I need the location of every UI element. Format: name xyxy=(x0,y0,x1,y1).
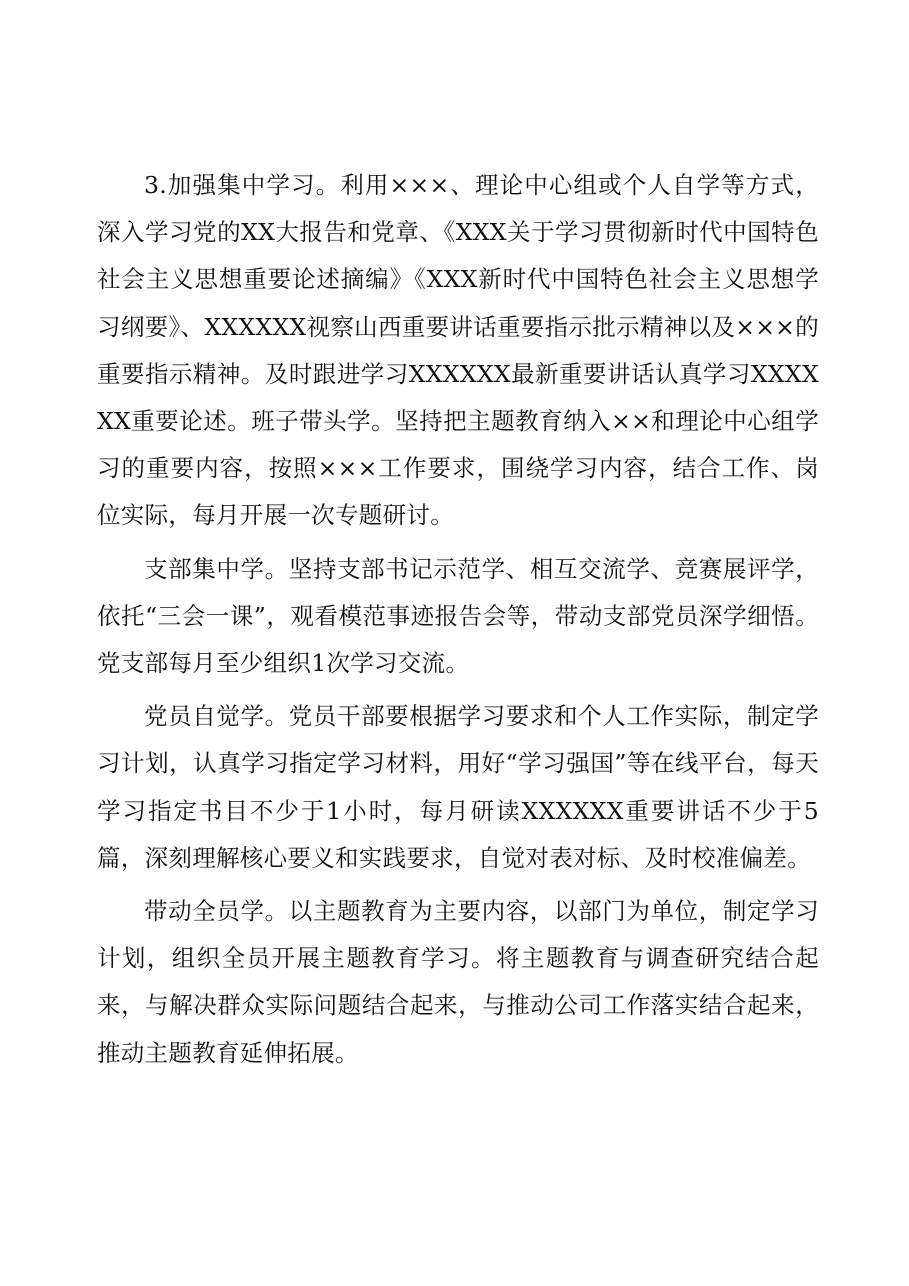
document-body xyxy=(97,162,819,1083)
paragraph-all-staff-study: 带动全员学。以主题教育为主要内容，以部门为单位，制定学习计划，组织全员开展主题教育学习。将主题教育与调查研究结合起来，与解决群众实际问题结合起来，与推动公司工作落实结合起来，推动主题教育延伸拓展。 xyxy=(97,897,819,1067)
paragraph-concentrated-study: 3.加强集中学习。利用×××、理论中心组或个人自学等方式，深入学习党的XX大报告和党章、《XXX关于学习贯彻新时代中国特色社会主义思想重要论述摘编》《XXX新时代中国特色社会主义思想学习纲要》、XXXXXX视察山西重要讲话重要指示批示精神以及×××的重要指示精神。及时跟进学习XXXXXX最新重要讲话认真学习XXXXXX重要论述。班子带头学。坚持把主题教育纳入××和理论中心组学习的重要内容，按照×××工作要求，围绕学习内容，结合工作、岗位实际，每月开展一次专题研讨。 xyxy=(97,171,819,530)
paragraph-member-self-study: 党员自觉学。党员干部要根据学习要求和个人工作实际，制定学习计划，认真学习指定学习材料，用好“学习强国”等在线平台，每天学习指定书目不少于1小时，每月研读XXXXXX重要讲话不少于5篇，深刻理解核心要义和实践要求，自觉对表对标、及时校准偏差。 xyxy=(97,702,819,872)
paragraph-branch-study: 支部集中学。坚持支部书记示范学、相互交流学、竞赛展评学，依托“三会一课”，观看模范事迹报告会等，带动支部党员深学细悟。党支部每月至少组织1次学习交流。 xyxy=(97,554,819,678)
